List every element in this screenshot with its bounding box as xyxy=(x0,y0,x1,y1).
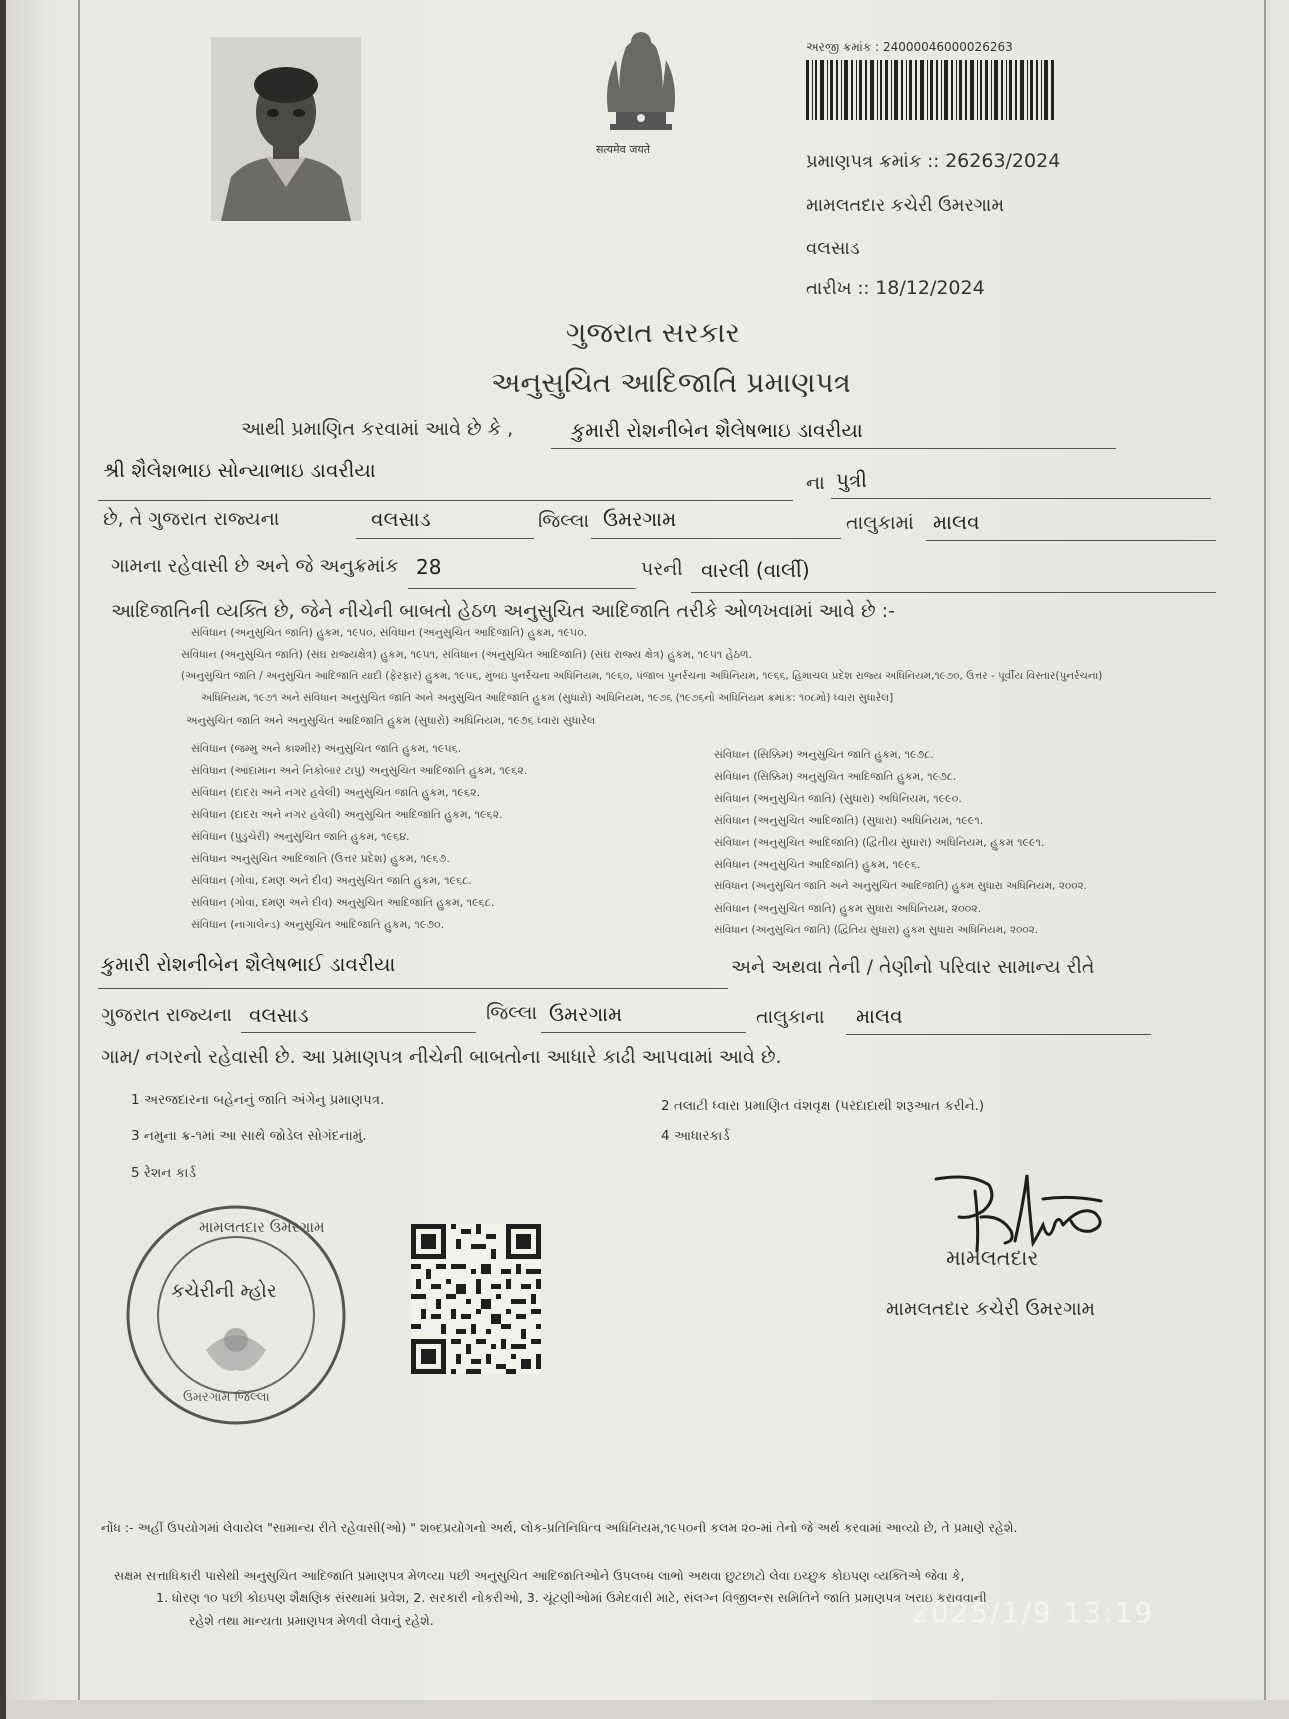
order-line: સંવિધાન (અનુસુચિત જાતિ) હુકમ, ૧૯૫૦, સંવિધાન (અનુસુચિત આદિજાતિ) હુકમ, ૧૯૫૦. xyxy=(191,626,588,639)
bottom-strip xyxy=(6,1700,1289,1719)
note-line: 1. ધોરણ ૧૦ પછી કોઇપણ શૈક્ષણિક સંસ્થામાં પ્રવેશ, 2. સરકારી નોકરીઓ, 3. ચૂંટણીઓમાં ઉમેદવારી માટે, સંલગ્ન વિજીલન્સ સમિતિને જાતિ પ્રમાણપત્ર ખરાઇ કરાવવાની xyxy=(156,1590,987,1605)
order-right: સંવિધાન (સિક્કિમ) અનુસુચિત આદિજાતિ હુકમ, ૧૯૭૮. xyxy=(714,770,957,783)
order-line: સંવિધાન (અનુસુચિત જાતિ) (સંઘ રાજ્યક્ષેત્ર) હુકમ, ૧૯૫૧, સંવિધાન (અનુસુચિત આદિજાતિ) (સંઘ રાજ્ય ક્ષેત્ર) હુકમ, ૧૯૫૧ હેઠળ. xyxy=(181,648,753,661)
order-right: સંવિધાન (અનુસુચિત આદિજાતિ) હુકમ, ૧૯૯૬. xyxy=(714,858,921,871)
left-border xyxy=(78,0,80,1719)
order-left: સંવિધાન (દાદરા અને નગર હવેલી) અનુસુચિત જાતિ હુકમ, ૧૯૬૨. xyxy=(191,786,481,799)
right-border xyxy=(1264,0,1266,1719)
issue-date-row xyxy=(806,277,985,299)
state-label-2: ગુજરાત રાજ્યના xyxy=(101,1004,232,1026)
underline xyxy=(846,1034,1151,1035)
photo-timestamp: 2025/1/9 13:19 xyxy=(911,1596,1155,1629)
order-right: સંવિધાન (અનુસુચિત આદિજાતિ) (સુધારા) અધિનિયમ, ૧૯૯૧. xyxy=(714,814,984,827)
relation: પુત્રી xyxy=(836,468,867,492)
note-line: રહેશે તથા માન્યતા પ્રમાણપત્ર મેળવી લેવાનું રહેશે. xyxy=(189,1613,434,1628)
barcode xyxy=(806,60,1056,120)
order-left: સંવિધાન (દાદરા અને નગર હવેલી) અનુસુચિત આદિજાતિ હુકમ, ૧૯૬૨. xyxy=(191,808,503,821)
underline xyxy=(926,540,1216,541)
order-left: સંવિધાન (ગોવા, દમણ અને દીવ) અનુસુચિત જાતિ હુકમ, ૧૯૬૮. xyxy=(191,874,472,887)
underline xyxy=(831,498,1211,499)
basis-statement: ગામ/ નગરનો રહેવાસી છે. આ પ્રમાણપત્ર નીચેની બાબતોના આધારે કાઢી આપવામાં આવે છે. xyxy=(101,1046,782,1068)
resident-label: ગામના રહેવાસી છે અને જે અનુક્રમાંક xyxy=(111,555,399,577)
taluka: ઉમરગામ xyxy=(603,507,677,531)
officer-designation: મામલતદાર xyxy=(946,1246,1039,1270)
underline xyxy=(551,448,1116,449)
taluka-label-2: તાલુકાના xyxy=(756,1006,825,1028)
para-label: પરની xyxy=(641,558,683,580)
issuing-office: મામલતદાર કચેરી ઉમરગામ xyxy=(806,195,1005,216)
village: માલવ xyxy=(933,510,980,534)
application-number: અરજી ક્રમાંક : 24000046000026263 xyxy=(806,40,1013,54)
applicant-name-repeat: કુમારી રોશનીબેન શૈલેષભાઈ ડાવરીયા xyxy=(101,952,396,976)
seal-bottom-text: ઉમરગામ જિલ્લા xyxy=(183,1390,270,1405)
underline xyxy=(98,500,793,501)
issue-date-label: તારીખ :: xyxy=(806,278,870,299)
officer-signature xyxy=(931,1165,1131,1255)
intro-text: આથી પ્રમાણિત કરવામાં આવે છે કે , xyxy=(241,418,514,440)
state-label: છે, તે ગુજરાત રાજ્યના xyxy=(103,508,280,530)
officer-office: મામલતદાર કચેરી ઉમરગામ xyxy=(886,1298,1096,1320)
emblem-motto: सत्यमेव जयते xyxy=(596,143,651,156)
order-left: સંવિધાન (પુડુચેરી) અનુસુચિત જાતિ હુકમ, ૧૯૬૪. xyxy=(191,830,410,843)
of-label: ના xyxy=(806,472,825,494)
order-right: સંવિધાન (અનુસુચિત જાતિ) (સુધારા) અધિનિયમ, ૧૯૯૦. xyxy=(714,792,962,805)
underline xyxy=(541,1032,746,1033)
office-seal xyxy=(121,1200,351,1430)
document-item: 2 તલાટી ધ્વારા પ્રમાણિત વંશવૃક્ષ (પરદાદાથી શરૂઆત કરીને.) xyxy=(661,1098,985,1114)
underline xyxy=(691,592,1216,593)
certificate-number-label: પ્રમાણપત્ર ક્રમાંક :: xyxy=(806,151,940,172)
seal-top-text: મામલતદાર ઉમરગામ xyxy=(199,1218,325,1236)
order-line: અનુસુચિત જાતિ અને અનુસુચિત આદિજાતિ હુકમ (સુધારો) અધિનિયમ, ૧૯૭૬ ધ્વારા સુધારેલ xyxy=(186,714,596,727)
order-right: સંવિધાન (અનુસુચિત જાતિ અને અનુસુચિત આદિજાતિ) હુકમ સુધારા અધિનિયમ, ૨૦૦૨. xyxy=(714,880,1088,892)
order-line: (અનુસુચિત જાતિ / અનુસુચિત આદિજાતિ યાદી (ફેરફાર) હુકમ, ૧૯૫૬, મુંબઇ પુનર્રચના અધિનિયમ, ૧૯૬૦, પંજાબ પુનર્રચના અધિનિયમ, ૧૯૬૬, હિમાચલ પ્રદેશ રાજ્ય અધિનિયમ,૧૯૭૦, ઉત્તર - પૂર્વીય વિસ્તાર(પુનર્રચના) xyxy=(181,670,1103,682)
order-left: સંવિધાન (આંદામાન અને નિકોબાર ટાપુ) અનુસુચિત આદિજાતિ હુકમ, ૧૯૬૨. xyxy=(191,764,528,777)
certificate-title: અનુસુચિત આદિજાતિ પ્રમાણપત્ર xyxy=(491,366,851,399)
order-left: સંવિધાન (નાગાલેન્ડ) અનુસુચિત આદિજાતિ હુકમ, ૧૯૭૦. xyxy=(191,918,445,931)
government-title: ગુજરાત સરકાર xyxy=(566,316,740,349)
taluka-2: ઉમરગામ xyxy=(549,1002,623,1026)
seal-center-text: કચેરીની મ્હોર xyxy=(171,1280,277,1302)
certificate-number-row xyxy=(806,150,1060,172)
family-label: અને અથવા તેની / તેણીનો પરિવાર સામાન્ય રીતે xyxy=(731,956,1095,978)
village-2: માલવ xyxy=(856,1004,903,1028)
document-item: 1 અરજદારના બહેનનું જાતિ અંગેનુ પ્રમાણપત્ર. xyxy=(131,1092,385,1108)
district-label: જિલ્લા xyxy=(538,510,590,532)
issue-date: 18/12/2024 xyxy=(875,277,985,299)
underline xyxy=(356,538,534,539)
certificate-sheet xyxy=(6,0,1289,1719)
underline xyxy=(241,1032,476,1033)
tribe-statement: આદિજાતિની વ્યક્તિ છે, જેને નીચેની બાબતો હેઠળ અનુસુચિત આદિજાતિ તરીકે ઓળખવામાં આવે છે :- xyxy=(111,600,895,622)
certificate-number: 26263/2024 xyxy=(945,150,1061,172)
document-item: 3 નમુના ક્ર-૧માં આ સાથે જોડેલ સોગંદનામું. xyxy=(131,1128,367,1144)
document-item: 5 રેશન કાર્ડ xyxy=(131,1165,196,1181)
order-right: સંવિધાન (અનુસુચિત આદિજાતિ) (દ્વિતીય સુધારા) અધિનિયમ, હુકમ ૧૯૯૧. xyxy=(714,836,1045,849)
note-line: નોંધ :- અહીં ઉપયોગમાં લેવાયેલ "સામાન્ય રીતે રહેવાસી(ઓ) " શબ્દપ્રયોગનો અર્થ, લોક-પ્રતિનિધિત્વ અધિનિયમ,૧૯૫૦ની કલમ ૨૦-માં તેનો જે અર્થ કરવામાં આવ્યો છે, તે પ્રમાણે રહેશે. xyxy=(101,1520,1018,1535)
order-right: સંવિધાન (અનુસુચિત જાતિ) હુકમ સુધારા અધિનિયમ, ૨૦૦૨. xyxy=(714,902,982,915)
district-2: વલસાડ xyxy=(249,1003,309,1027)
taluka-label: તાલુકામાં xyxy=(846,512,914,534)
order-right: સંવિધાન (અનુસુચિત જાતિ) (દ્વિતિય સુધારા) હુકમ સુધારા અધિનિયમ, ૨૦૦૨. xyxy=(714,924,1039,936)
note-line: સક્ષમ સત્તાધિકારી પાસેથી અનુસુચિત આદિજાતિ પ્રમાણપત્ર મેળવ્યા પછી અનુસુચિત આદિજાતિઓને ઉપલબ્ધ લાભો અથવા છુટછાટો લેવા ઇચ્છુક કોઇપણ વ્યક્તિએ જેવા કે, xyxy=(114,1568,965,1583)
underline xyxy=(408,588,636,589)
district: વલસાડ xyxy=(371,507,431,531)
applicant-photo xyxy=(211,37,361,221)
order-right: સંવિધાન (સિક્કિમ) અનુસુચિત જાતિ હુકમ, ૧૯૭૮. xyxy=(714,748,934,761)
serial-number: 28 xyxy=(416,555,442,579)
order-line: અધિનિયમ, ૧૯૭૧ અને સંવિધાન અનુસુચિત જાતિ અને અનુસુચિત આદિજાતિ હુકમ (સુધારો) અધિનિયમ, ૧૯૭૬ (૧૯૭૬નો અધિનિયમ ક્રમાંક: ૧૦૮મો) ધ્વારા સુધારેલ] xyxy=(201,692,894,704)
order-left: સંવિધાન અનુસુચિત આદિજાતિ (ઉત્તર પ્રદેશ) હુકમ, ૧૯૬૭. xyxy=(191,852,450,865)
order-left: સંવિધાન (જમ્મુ અને કાશ્મીર) અનુસુચિત જાતિ હુકમ, ૧૯૫૬. xyxy=(191,742,462,755)
qr-code xyxy=(411,1224,541,1374)
order-left: સંવિધાન (ગોવા, દમણ અને દીવ) અનુસુચિત આદિજાતિ હુકમ, ૧૯૬૮. xyxy=(191,896,495,909)
district-label-2: જિલ્લા xyxy=(486,1002,538,1024)
father-name: શ્રી શૈલેશભાઇ સોન્યાભાઇ ડાવરીયા xyxy=(103,458,376,482)
national-emblem xyxy=(586,12,696,162)
underline xyxy=(591,538,841,539)
tribe-name: વારલી (વાર્લી) xyxy=(701,558,810,582)
applicant-name: કુમારી રોશનીબેન શૈલેષભાઇ ડાવરીયા xyxy=(571,418,863,442)
issuing-district: વલસાડ xyxy=(806,238,860,259)
document-item: 4 આધારકાર્ડ xyxy=(661,1128,730,1144)
underline xyxy=(98,988,728,989)
